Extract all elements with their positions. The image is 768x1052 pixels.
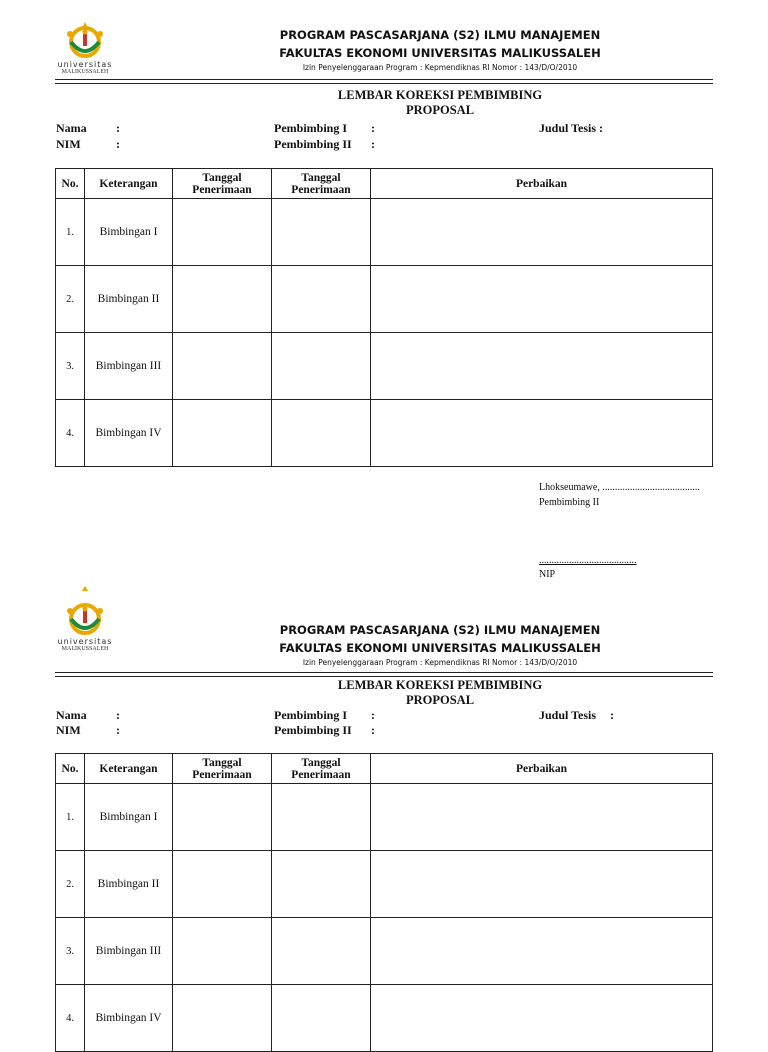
row-perbaikan[interactable] [371, 851, 713, 918]
form-title: LEMBAR KOREKSI PEMBIMBING [337, 88, 543, 102]
row-number: 3. [56, 333, 85, 400]
row-tanggal-2[interactable] [272, 266, 371, 333]
nim-label: NIM [56, 137, 81, 151]
pembimbing1-label: Pembimbing I [274, 121, 348, 135]
logo-word: universitas [57, 637, 113, 646]
table-row [56, 918, 713, 985]
judul-tesis-label: Judul Tesis [539, 708, 597, 722]
row-number: 4. [56, 985, 85, 1052]
row-number: 2. [56, 266, 85, 333]
university-emblem-icon [55, 20, 115, 60]
row-keterangan: Bimbingan II [85, 851, 173, 918]
pembimbing1-colon: : [371, 121, 375, 135]
logo-name: MALIKUSSALEH [61, 646, 109, 652]
row-number: 4. [56, 400, 85, 467]
form-title: LEMBAR KOREKSI PEMBIMBING [337, 678, 543, 692]
nim-label: NIM [56, 723, 81, 737]
row-number: 1. [56, 199, 85, 266]
row-tanggal-1[interactable] [173, 400, 272, 467]
nama-label: Nama [56, 708, 87, 722]
pembimbing1-label: Pembimbing I [274, 708, 348, 722]
col-tanggal-2: Tanggal Penerimaan [272, 169, 371, 199]
pembimbing2-label: Pembimbing II [274, 137, 352, 151]
university-logo [55, 20, 115, 76]
row-keterangan: Bimbingan III [85, 918, 173, 985]
judul-tesis-colon: : [610, 708, 614, 722]
row-number: 2. [56, 851, 85, 918]
nama-label: Nama [56, 121, 87, 135]
logo-name: MALIKUSSALEH [61, 69, 109, 75]
signature-name-line: ....................................... [539, 555, 637, 566]
row-tanggal-2[interactable] [272, 851, 371, 918]
signature-role: Pembimbing II [539, 497, 600, 508]
row-keterangan: Bimbingan IV [85, 985, 173, 1052]
row-keterangan: Bimbingan I [85, 784, 173, 851]
signature-place-date: Lhokseumawe, ....................................... [539, 482, 700, 493]
row-perbaikan[interactable] [371, 266, 713, 333]
header-rule-thin [55, 83, 713, 84]
row-perbaikan[interactable] [371, 400, 713, 467]
signature-nip: NIP [539, 569, 556, 580]
row-perbaikan[interactable] [371, 985, 713, 1052]
nama-colon: : [116, 708, 120, 722]
row-tanggal-1[interactable] [173, 333, 272, 400]
header-rule [55, 79, 713, 80]
row-perbaikan[interactable] [371, 333, 713, 400]
row-perbaikan[interactable] [371, 784, 713, 851]
row-tanggal-2[interactable] [272, 985, 371, 1052]
table-header-row [56, 754, 713, 784]
col-perbaikan: Perbaikan [371, 169, 713, 199]
row-tanggal-2[interactable] [272, 784, 371, 851]
row-perbaikan[interactable] [371, 199, 713, 266]
correction-table [55, 753, 713, 1052]
row-tanggal-1[interactable] [173, 266, 272, 333]
logo-word: universitas [57, 60, 113, 69]
letterhead [250, 26, 630, 74]
judul-tesis-label: Judul Tesis : [539, 121, 604, 135]
table-row [56, 400, 713, 467]
program-name: PROGRAM PASCASARJANA (S2) ILMU MANAJEMEN [279, 28, 601, 42]
form-subtitle: PROPOSAL [405, 103, 475, 117]
faculty-name: FAKULTAS EKONOMI UNIVERSITAS MALIKUSSALEH [279, 641, 601, 655]
row-tanggal-2[interactable] [272, 199, 371, 266]
nim-colon: : [116, 723, 120, 737]
letterhead [250, 621, 630, 669]
col-tanggal-2: Tanggal Penerimaan [272, 754, 371, 784]
row-tanggal-1[interactable] [173, 199, 272, 266]
permit-text: Izin Penyelenggaraan Program : Kepmendiknas RI Nomor : 143/D/O/2010 [302, 658, 578, 667]
col-tanggal-1: Tanggal Penerimaan [173, 169, 272, 199]
row-tanggal-2[interactable] [272, 333, 371, 400]
pembimbing2-label: Pembimbing II [274, 723, 352, 737]
table-row [56, 266, 713, 333]
col-no: No. [56, 754, 85, 784]
col-tanggal-1: Tanggal Penerimaan [173, 754, 272, 784]
table-header-row [56, 169, 713, 199]
university-logo [55, 585, 115, 653]
program-name: PROGRAM PASCASARJANA (S2) ILMU MANAJEMEN [279, 623, 601, 637]
row-tanggal-2[interactable] [272, 918, 371, 985]
row-number: 3. [56, 918, 85, 985]
row-tanggal-1[interactable] [173, 985, 272, 1052]
table-row [56, 985, 713, 1052]
pembimbing1-colon: : [371, 708, 375, 722]
pembimbing2-colon: : [371, 137, 375, 151]
col-keterangan: Keterangan [85, 754, 173, 784]
nim-colon: : [116, 137, 120, 151]
university-emblem-icon [55, 585, 115, 637]
faculty-name: FAKULTAS EKONOMI UNIVERSITAS MALIKUSSALEH [279, 46, 601, 60]
table-row [56, 851, 713, 918]
row-keterangan: Bimbingan I [85, 199, 173, 266]
row-perbaikan[interactable] [371, 918, 713, 985]
permit-text: Izin Penyelenggaraan Program : Kepmendiknas RI Nomor : 143/D/O/2010 [302, 63, 578, 72]
table-row [56, 199, 713, 266]
row-tanggal-1[interactable] [173, 784, 272, 851]
header-rule [55, 672, 713, 673]
row-keterangan: Bimbingan IV [85, 400, 173, 467]
row-tanggal-1[interactable] [173, 918, 272, 985]
table-row [56, 333, 713, 400]
pembimbing2-colon: : [371, 723, 375, 737]
row-number: 1. [56, 784, 85, 851]
row-tanggal-2[interactable] [272, 400, 371, 467]
col-no: No. [56, 169, 85, 199]
correction-table [55, 168, 713, 467]
form-subtitle: PROPOSAL [405, 693, 475, 707]
col-perbaikan: Perbaikan [371, 754, 713, 784]
col-keterangan: Keterangan [85, 169, 173, 199]
header-rule-thin [55, 676, 713, 677]
row-keterangan: Bimbingan III [85, 333, 173, 400]
row-tanggal-1[interactable] [173, 851, 272, 918]
row-keterangan: Bimbingan II [85, 266, 173, 333]
nama-colon: : [116, 121, 120, 135]
table-row [56, 784, 713, 851]
